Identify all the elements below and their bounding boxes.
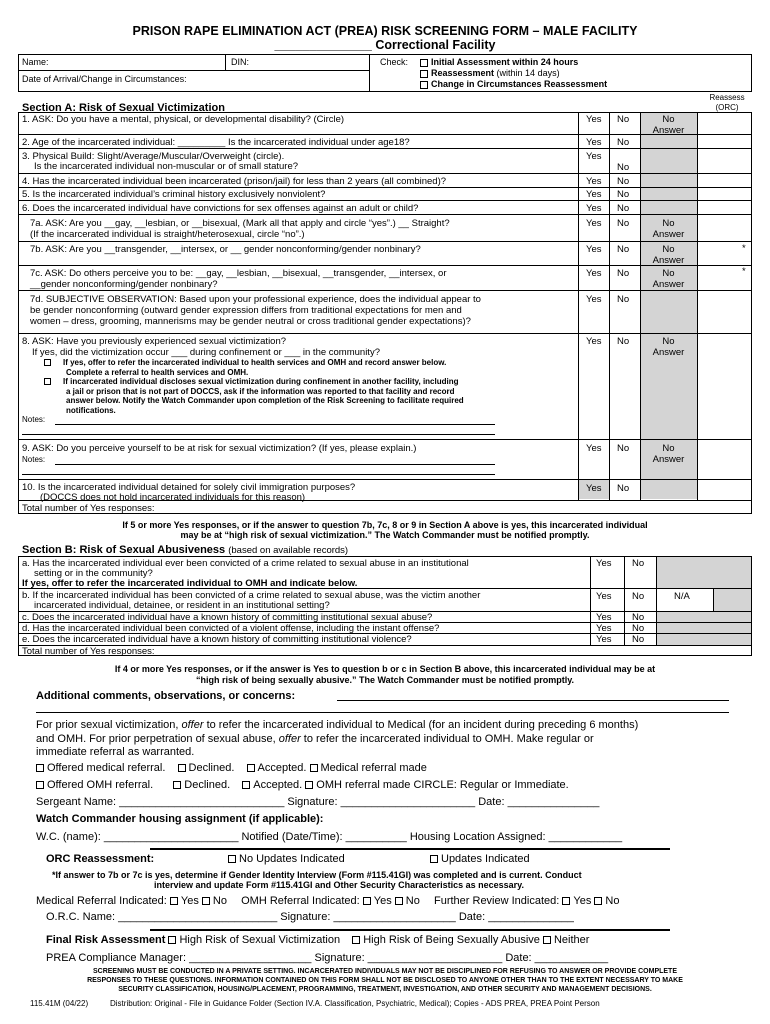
question-7a-note: (If the incarcerated individual is straight/heterosexual, circle “no”.) [30,229,305,240]
omh-declined-option[interactable]: Declined. [173,779,230,791]
question-1: 1. ASK: Do you have a mental, physical, or developmental disability? (Circle) [22,114,345,125]
qa-no[interactable]: No [632,558,645,569]
q9-notes-line[interactable] [55,464,495,465]
section-a-title: Section A: Risk of Sexual Victimization [22,102,225,114]
q5-yes[interactable]: Yes [586,189,602,200]
q7c-asterisk: * [742,266,746,277]
change-circumstances-option[interactable]: Change in Circumstances Reassessment [420,79,607,89]
watch-commander-line[interactable]: W.C. (name): ______________________ Notified (Date/Time): __________ Housing Location Assigned: ____________ [36,831,623,843]
final-high-victimization-option[interactable]: High Risk of Sexual Victimization [168,934,340,946]
qa-yes[interactable]: Yes [596,558,612,569]
comments-line-1[interactable] [337,700,729,701]
form-number: 115.41M (04/22) [30,999,89,1008]
question-10-note: (DOCCS does not hold incarcerated individuals for this reason) [40,492,306,503]
bullet-checkbox-icon [44,378,51,385]
distribution-note: Distribution: Original - File in Guidance Folder (Section IV.A. Classification, Psychiatric, Medical); Copies - ADS PREA, PREA Point Person [110,999,600,1008]
section-b-question-b-cont: incarcerated individual, detainee, or resident in an institutional setting? [34,600,330,611]
q3-yes[interactable]: Yes [586,151,602,162]
q8-instruction-1: If yes, offer to refer the incarcerated individual to health services and OMH and record answer below. Complete a referral to health services and OMH. [44,358,446,377]
checkbox-icon[interactable] [242,781,250,789]
section-b-question-e: e. Does the incarcerated individual have a known history of committing institutional violence? [22,634,412,645]
final-risk-row [46,934,589,946]
comments-line-2[interactable] [36,712,729,713]
q1-yes[interactable]: Yes [586,114,602,125]
qb-yes[interactable]: Yes [596,591,612,602]
additional-comments-label: Additional comments, observations, or concerns: [36,690,296,702]
reassessment-option[interactable]: Reassessment (within 14 days) [420,68,560,78]
section-a-total-label: Total number of Yes responses: [22,503,155,514]
checkbox-icon[interactable] [363,897,371,905]
question-2: 2. Age of the incarcerated individual: _________ Is the incarcerated individual under age18? [22,137,410,148]
checkbox-icon[interactable] [395,897,403,905]
checkbox-icon[interactable] [36,781,44,789]
q6-yes[interactable]: Yes [586,203,602,214]
final-neither-option[interactable]: Neither [543,934,589,946]
q7b-no[interactable]: No [617,244,630,255]
referral-indicated-row: Medical Referral Indicated: Yes No OMH Referral Indicated: Yes No Further Review Indicated: Yes No [36,895,620,907]
checkbox-icon[interactable] [420,81,428,89]
section-b-question-a: a. Has the incarcerated individual ever been convicted of a crime related to sexual abuse in an institutional [22,558,469,569]
offered-medical-referral-option[interactable]: Offered medical referral. [36,762,165,774]
footer-notice-3: SECURITY CLASSIFICATION, HOUSING/PLACEMENT, PROGRAMMING, TREATMENT, INVESTIGATION, AND OTHER SECURITY AND MANAGEMENT DECISIONS. [118,986,652,993]
q7b-yes[interactable]: Yes [586,244,602,255]
check-label: Check: [380,57,409,67]
checkbox-icon[interactable] [420,59,428,67]
q7d-yes[interactable]: Yes [586,294,602,305]
question-10: 10. Is the incarcerated individual detained for solely civil immigration purposes? [22,482,356,493]
q5-no[interactable]: No [617,189,630,200]
q6-no[interactable]: No [617,203,630,214]
qc-no[interactable]: No [632,612,645,623]
referral-paragraph-1: For prior sexual victimization, offer to refer the incarcerated individual to Medical (for an incident during preceding 6 months) [36,719,639,731]
q8-yes[interactable]: Yes [586,336,602,347]
medical-indicated-no[interactable]: No [202,895,227,907]
question-7d-1: 7d. SUBJECTIVE OBSERVATION: Based upon your professional experience, does the individual appear to [30,294,481,305]
q1-no-answer[interactable]: No Answer [652,114,685,136]
q8-notes-line-2[interactable] [22,434,495,435]
qd-yes[interactable]: Yes [596,623,612,634]
watch-commander-title: Watch Commander housing assignment (if applicable): [36,813,324,825]
omh-accepted-option[interactable]: Accepted. [242,779,302,791]
question-6: 6. Does the incarcerated individual have convictions for sex offenses against an adult or child? [22,203,419,214]
q7c-no-answer[interactable]: No Answer [652,268,685,290]
question-5: 5. Is the incarcerated individual’s criminal history exclusively nonviolent? [22,189,326,200]
section-b-notice-2: “high risk of being sexually abusive.” The Watch Commander must be notified promptly. [195,675,575,685]
q8-no-answer[interactable]: No Answer [652,336,685,358]
question-8: 8. ASK: Have you previously experienced sexual victimization? [22,336,287,347]
offered-omh-referral-option[interactable]: Offered OMH referral. [36,779,153,791]
question-7d-3: women – dress, grooming, mannerisms may be gender neutral or cross traditional gender expectations)? [30,316,471,327]
initial-assessment-option[interactable]: Initial Assessment within 24 hours [420,57,578,67]
orc-updates-option[interactable]: Updates Indicated [430,853,530,865]
checkbox-icon[interactable] [305,781,313,789]
question-4: 4. Has the incarcerated individual been incarcerated (prison/jail) for less than 2 years (all combined)? [22,176,447,187]
question-7d-2: be gender nonconforming (outward gender expression differs from traditional expectations for men and [30,305,462,316]
q7c-yes[interactable]: Yes [586,268,602,279]
q2-yes[interactable]: Yes [586,137,602,148]
name-label: Name: [22,57,49,67]
q4-yes[interactable]: Yes [586,176,602,187]
bullet-checkbox-icon [44,359,51,366]
q9-notes-line-2[interactable] [22,474,495,475]
q8-notes-label: Notes: [22,415,46,424]
qb-no[interactable]: No [632,591,645,602]
q1-no[interactable]: No [617,114,630,125]
qb-na[interactable]: N/A [674,591,690,602]
checkbox-icon[interactable] [543,936,551,944]
section-b-question-c: c. Does the incarcerated individual have a known history of committing institutional sexual abuse? [22,612,433,623]
q7a-no-answer[interactable]: No Answer [652,218,685,240]
din-label: DIN: [231,57,249,67]
question-7c-cont: __gender nonconforming/gender nonbinary? [30,279,218,290]
checkbox-icon[interactable] [430,855,438,863]
qe-no[interactable]: No [632,634,645,645]
checkbox-icon[interactable] [228,855,236,863]
q10-no[interactable]: No [617,483,630,494]
q7a-no[interactable]: No [617,218,630,229]
omh-indicated-no[interactable]: No [395,895,420,907]
form-title: PRISON RAPE ELIMINATION ACT (PREA) RISK SCREENING FORM – MALE FACILITY [132,24,638,38]
medical-indicated-yes[interactable]: Yes [170,895,199,907]
q7d-no[interactable]: No [617,294,630,305]
medical-referral-row [36,762,427,774]
section-a-notice-1: If 5 or more Yes responses, or if the answer to question 7b, 7c, 8 or 9 in Section A above is yes, this incarcerated individual [122,520,648,530]
question-9: 9. ASK: Do you perceive yourself to be at risk for sexual victimization? (If yes, please explain.) [22,443,417,454]
q8-no[interactable]: No [617,336,630,347]
orc-reassessment-label: ORC Reassessment: [46,853,155,865]
footer-notice-1: SCREENING MUST BE CONDUCTED IN A PRIVATE SETTING. INCARCERATED INDIVIDUALS MAY NOT BE DISCIPLINED FOR REFUSING TO ANSWER OR PROVIDE COMPLETE [92,968,678,975]
checkbox-icon[interactable] [594,897,602,905]
section-b-notice-1: If 4 or more Yes responses, or if the answer is Yes to question b or c in Section B above, this incarcerated individual may be at [114,664,656,674]
checkbox-icon[interactable] [168,936,176,944]
section-b-question-a-cont: setting or in the community? [34,568,153,579]
medical-declined-option[interactable]: Declined. [178,762,235,774]
referral-paragraph-3: immediate referral as warranted. [36,746,195,758]
q8-instruction-2: If incarcerated individual discloses sexual victimization during confinement in another facility, including a jail or prison that is not part of DOCCS, ask if the information was reported to that facility and record answer below. Notify the Watch Commander upon completion of the Risk Screening to facilitate required notifications. [44,377,464,415]
q9-no-answer[interactable]: No Answer [652,443,685,465]
checkbox-icon[interactable] [173,781,181,789]
gender-identity-note-2: interview and update Form #115.41GI and Other Security Characteristics as necessary. [154,880,524,890]
qc-yes[interactable]: Yes [596,612,612,623]
q2-no[interactable]: No [617,137,630,148]
section-b-question-a-instruction: If yes, offer to refer the incarcerated individual to OMH and indicate below. [22,578,358,589]
question-3a: 3. Physical Build: Slight/Average/Muscular/Overweight (circle). [22,151,285,162]
section-b-question-b: b. If the incarcerated individual has been convicted of a crime related to sexual abuse, was the victim another [22,590,481,601]
further-review-no[interactable]: No [594,895,619,907]
prea-manager-signature-line[interactable]: PREA Compliance Manager: ____________________ Signature: ______________________ Date: ____________ [46,952,609,964]
checkbox-icon[interactable] [562,897,570,905]
q8-notes-line[interactable] [55,424,495,425]
section-b-question-d: d. Has the incarcerated individual been convicted of a violent offense, including the instant offense? [22,623,440,634]
sergeant-signature-line[interactable]: Sergeant Name: ___________________________ Signature: ______________________ Date: _______________ [36,796,600,808]
omh-referral-row [36,779,569,791]
checkbox-icon[interactable] [36,764,44,772]
reassess-orc-header: Reassess (ORC) [709,93,745,112]
final-divider [150,929,670,931]
q10-yes[interactable]: Yes [586,483,602,494]
question-8-followup: If yes, did the victimization occur ___ during confinement or ___ in the community? [32,347,380,358]
checkbox-icon[interactable] [247,764,255,772]
medical-accepted-option[interactable]: Accepted. [247,762,307,774]
final-risk-label: Final Risk Assessment [46,934,166,946]
q9-yes[interactable]: Yes [586,443,602,454]
question-7c: 7c. ASK: Do others perceive you to be: __gay, __lesbian, __bisexual, __transgender, __intersex, or [30,268,447,279]
question-3b: Is the incarcerated individual non-muscular or of small stature? [34,161,299,172]
omh-indicated-yes[interactable]: Yes [363,895,392,907]
section-a-notice-2: may be at “high risk of sexual victimization.” The Watch Commander must be notified promptly. [180,530,590,540]
q7b-no-answer[interactable]: No Answer [652,244,685,266]
checkbox-icon[interactable] [352,936,360,944]
checkbox-icon[interactable] [310,764,318,772]
checkbox-icon[interactable] [202,897,210,905]
section-b-total-label: Total number of Yes responses: [22,646,155,657]
date-arrival-label: Date of Arrival/Change in Circumstances: [22,74,187,84]
orc-divider [150,848,670,850]
referral-paragraph-2: and OMH. For prior perpetration of sexual abuse, offer to refer the incarcerated individual to OMH. Make regular or [36,733,594,745]
footer-notice-2: RESPONSES TO THESE QUESTIONS. INFORMATION CONTAINED ON THIS FORM SHALL NOT BE DISCLOSED TO ANYONE OTHER THAN TO THE EXTENT NECESSARY TO MAKE [87,977,683,984]
qe-yes[interactable]: Yes [596,634,612,645]
checkbox-icon[interactable] [170,897,178,905]
q7c-no[interactable]: No [617,268,630,279]
omh-referral-made-option[interactable]: OMH referral made CIRCLE: Regular or Immediate. [305,779,568,791]
further-review-yes[interactable]: Yes [562,895,591,907]
q3-no[interactable]: No [617,162,630,173]
checkbox-icon[interactable] [420,70,428,78]
orc-signature-line[interactable]: O.R.C. Name: __________________________ Signature: ____________________ Date: ______________ [46,911,574,923]
q4-no[interactable]: No [617,176,630,187]
orc-no-updates-option[interactable]: No Updates Indicated [228,853,345,865]
medical-referral-made-option[interactable]: Medical referral made [310,762,427,774]
checkbox-icon[interactable] [178,764,186,772]
q9-no[interactable]: No [617,443,630,454]
form-subtitle: ______________ Correctional Facility [274,38,496,52]
qd-no[interactable]: No [632,623,645,634]
final-high-abusive-option[interactable]: High Risk of Being Sexually Abusive [352,934,540,946]
section-b-title: Section B: Risk of Sexual Abusiveness (based on available records) [22,544,349,556]
question-7b: 7b. ASK: Are you __transgender, __intersex, or __ gender nonconforming/gender nonbinary? [30,244,421,255]
gender-identity-note-1: *If answer to 7b or 7c is yes, determine if Gender Identity Interview (Form #115.41GI) was completed and is current. Conduct [52,870,582,880]
q7a-yes[interactable]: Yes [586,218,602,229]
q7b-asterisk: * [742,243,746,254]
question-7a: 7a. ASK: Are you __gay, __lesbian, or __bisexual, (Mark all that apply and circle “yes”.) __ Straight? [30,218,450,229]
q9-notes-label: Notes: [22,455,46,464]
